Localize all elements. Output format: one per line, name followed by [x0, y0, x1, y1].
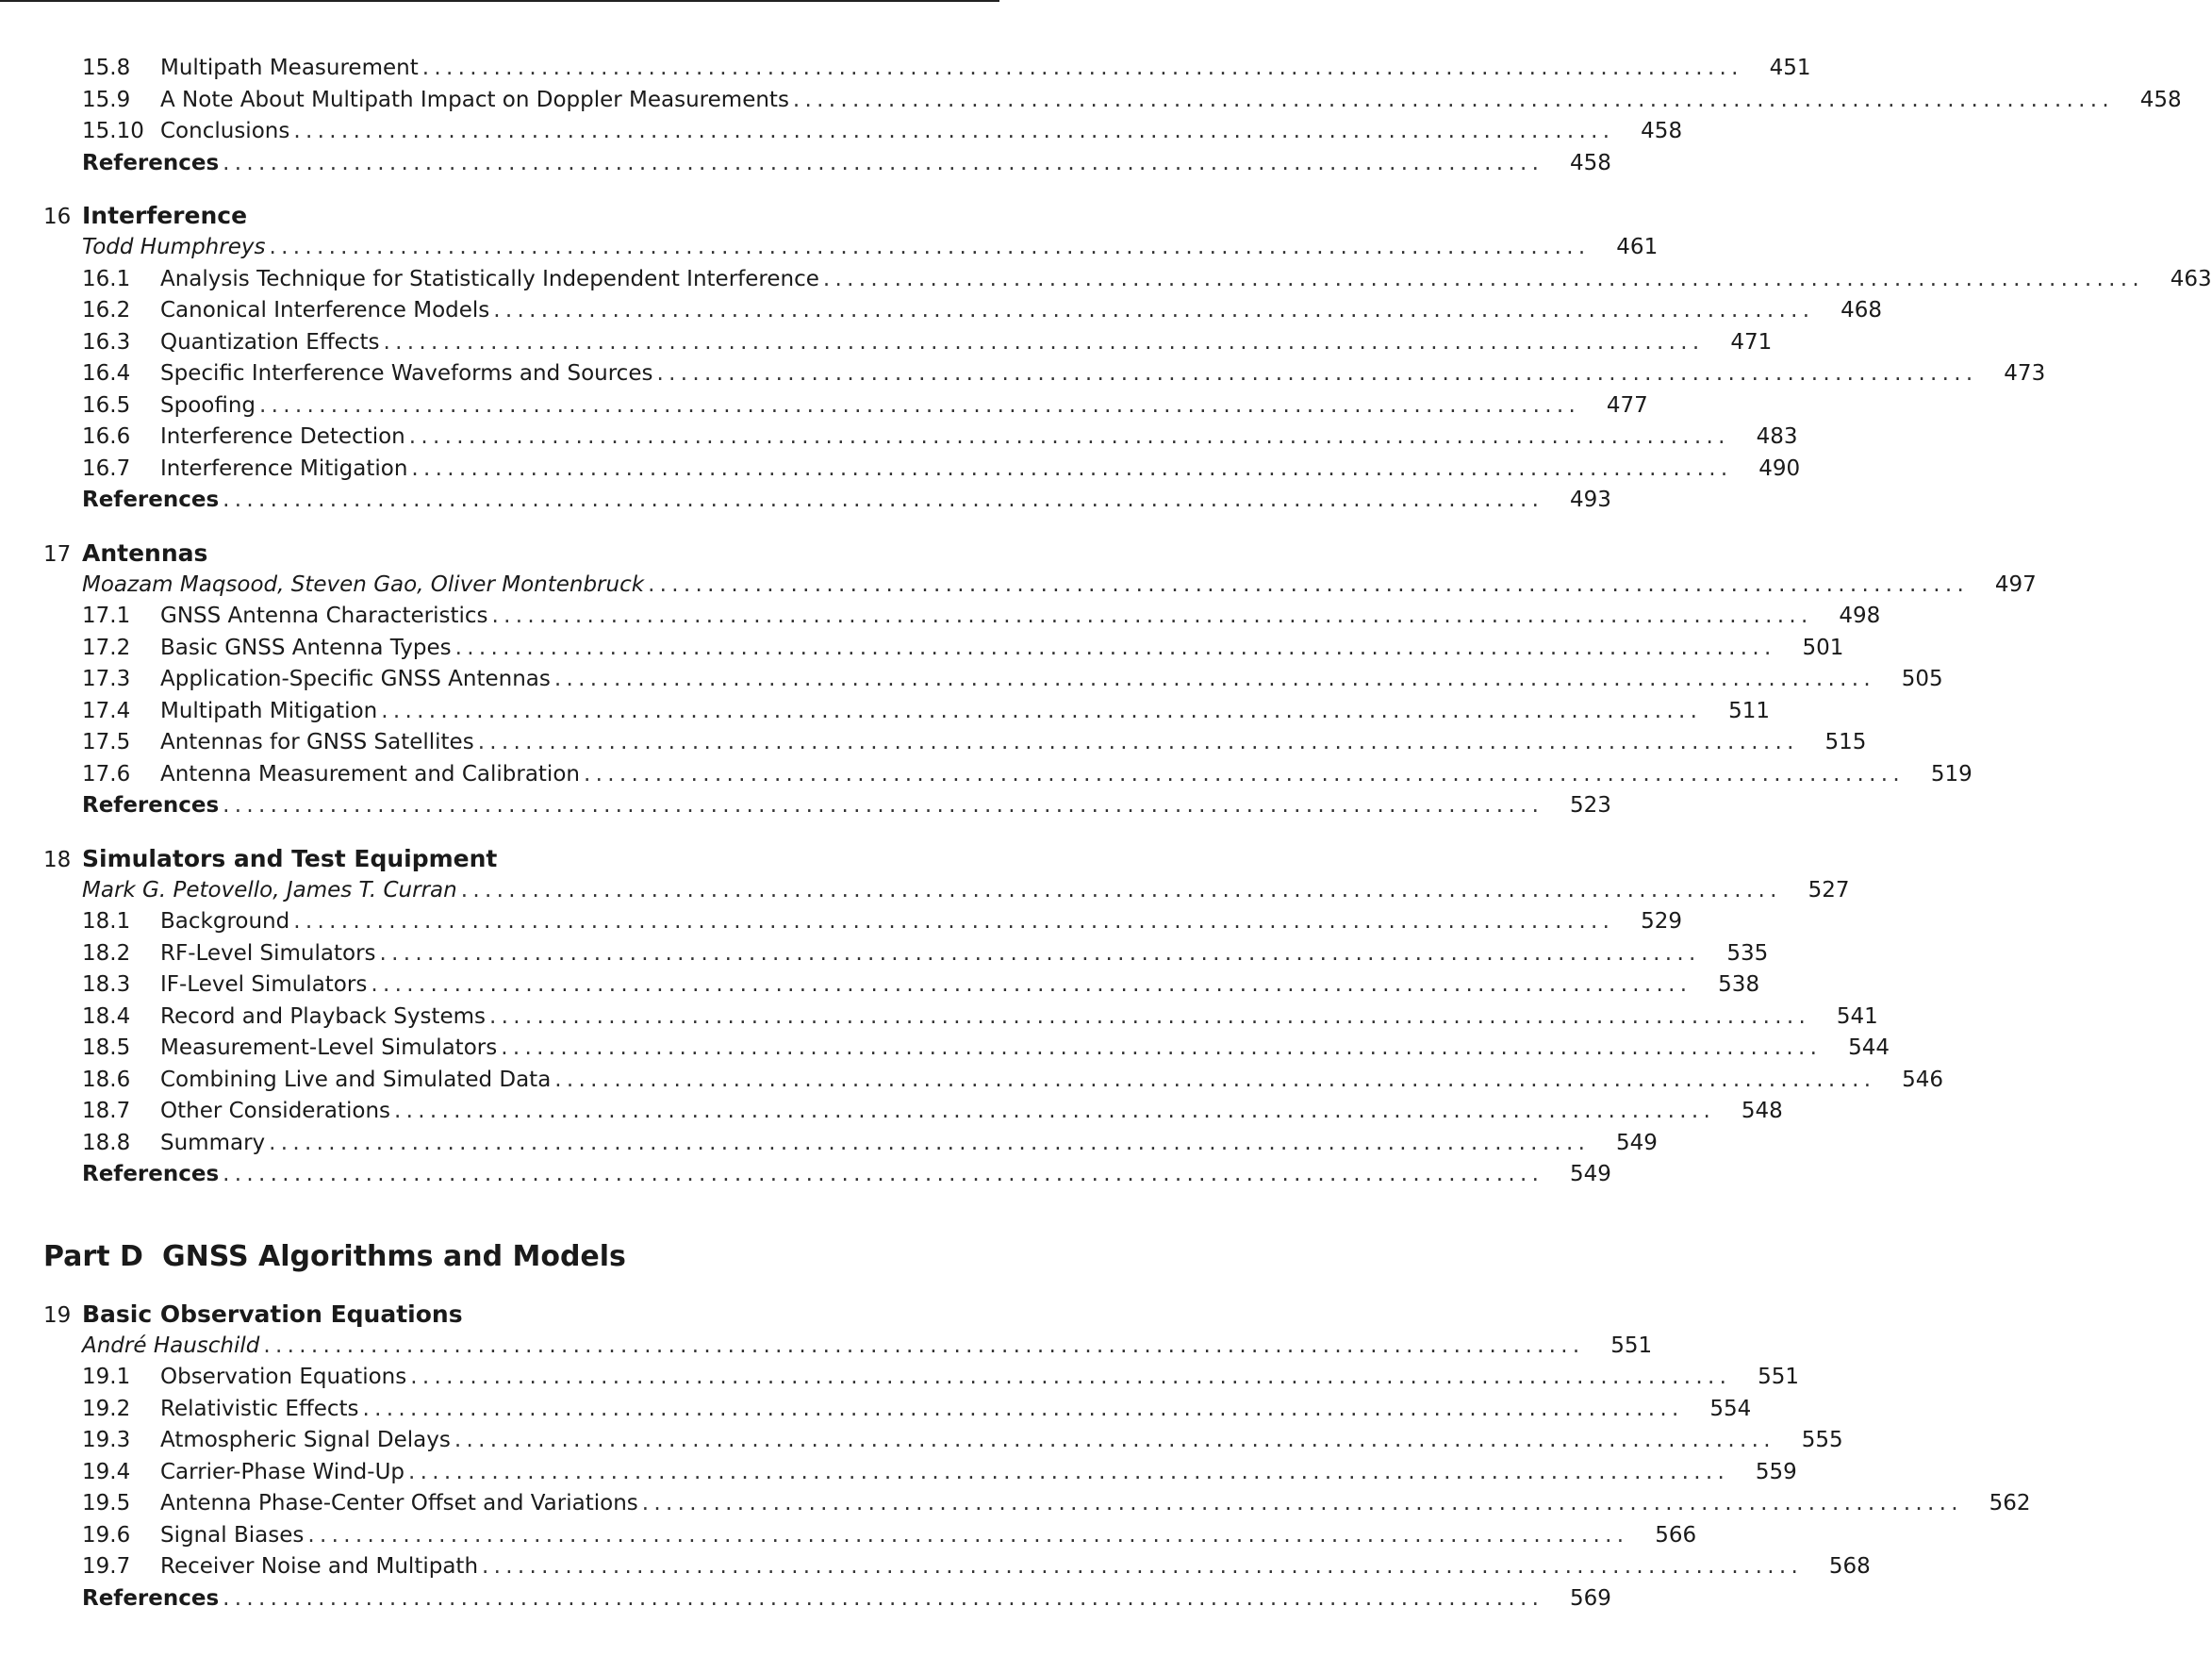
page-number: 458 [2139, 87, 2182, 112]
references-title: References [82, 1585, 220, 1611]
section-number: 17.1 [82, 604, 131, 628]
page-number: 566 [1655, 1522, 1697, 1548]
chapter-18 [43, 843, 1944, 1191]
dot-leader [409, 422, 1725, 454]
toc-entry [43, 1033, 1890, 1065]
dot-leader [648, 570, 1963, 602]
page-number: 541 [1836, 1003, 1878, 1029]
section-number: 19.4 [82, 1459, 131, 1484]
section-title: RF-Level Simulators [160, 940, 376, 966]
toc-entry [43, 969, 1760, 1002]
toc-entry [43, 1551, 1871, 1583]
dot-leader [410, 1362, 1725, 1394]
page-number: 501 [1802, 635, 1844, 660]
page-number: 505 [1901, 667, 1943, 691]
section-number: 19.6 [82, 1522, 131, 1548]
section-number: 18.3 [82, 972, 131, 997]
dot-leader [411, 454, 1726, 486]
page-number: 535 [1726, 940, 1769, 966]
toc-entry [43, 1096, 1783, 1128]
page-number: 468 [1841, 298, 1883, 323]
part-title: GNSS Algorithms and Models [162, 1239, 626, 1273]
toc-entry [43, 696, 1770, 728]
section-title: Multipath Measurement [160, 56, 419, 80]
section-number: 19.5 [82, 1491, 131, 1515]
page-number: 538 [1718, 972, 1760, 997]
dot-leader [263, 1331, 1578, 1363]
section-title: Quantization Effects [160, 329, 380, 355]
page-number: 529 [1641, 909, 1682, 934]
toc-entry [43, 1065, 1944, 1097]
section-number: 16.7 [82, 455, 131, 481]
references-title: References [82, 150, 220, 175]
chapter-number: 16 [43, 205, 72, 229]
section-title: Antenna Phase-Center Offset and Variations [160, 1491, 638, 1515]
section-number: 17.4 [82, 698, 131, 723]
page-number: 549 [1570, 1162, 1611, 1186]
toc-entry [43, 358, 2046, 390]
toc-entry [43, 390, 1648, 422]
dot-leader [584, 759, 1899, 791]
dot-leader [489, 1002, 1805, 1034]
page-number: 515 [1824, 730, 1867, 754]
page-number: 551 [1758, 1365, 1799, 1389]
section-number: 17.5 [82, 730, 131, 754]
toc-entry [43, 295, 1883, 327]
page-number: 568 [1828, 1554, 1871, 1579]
section-title: Interference Mitigation [160, 455, 408, 481]
toc-entry [43, 1362, 1799, 1394]
dot-leader [478, 727, 1793, 759]
toc-entry [43, 264, 2212, 296]
section-title: Carrier-Phase Wind-Up [160, 1459, 405, 1484]
toc-entry [43, 454, 1801, 486]
part-label: Part D [43, 1239, 143, 1273]
chapter-heading [43, 1299, 967, 1331]
chapter-heading [43, 200, 967, 232]
page-number: 451 [1769, 56, 1811, 80]
dot-leader [793, 85, 2108, 117]
references-entry [43, 1159, 1611, 1191]
section-title: GNSS Antenna Characteristics [160, 604, 488, 628]
section-title: Signal Biases [160, 1522, 305, 1548]
section-title: Background [160, 909, 290, 934]
section-number: 17.2 [82, 635, 131, 660]
section-title: Summary [160, 1130, 266, 1155]
dot-leader [455, 633, 1771, 665]
chapter-authors: Moazam Maqsood, Steven Gao, Oliver Montenbruck [82, 571, 645, 597]
chapter-heading [43, 538, 967, 570]
references-entry [43, 1583, 1611, 1615]
dot-leader [307, 1520, 1623, 1552]
page-number: 458 [1570, 150, 1611, 175]
page-number: 519 [1930, 761, 1973, 787]
dot-leader [293, 906, 1609, 938]
dot-leader [493, 295, 1808, 327]
dot-leader [380, 938, 1695, 970]
section-title: Analysis Technique for Statistically Independent Interference [160, 266, 819, 291]
section-number: 19.7 [82, 1554, 131, 1579]
page-number: 527 [1808, 877, 1850, 903]
section-title: Interference Detection [160, 424, 405, 449]
dot-leader [293, 116, 1609, 148]
section-number: 18.5 [82, 1035, 131, 1060]
chapter-19 [43, 1299, 2031, 1615]
chapter-title: Simulators and Test Equipment [82, 844, 498, 872]
toc-entry [43, 633, 1844, 665]
dot-leader [408, 1457, 1724, 1489]
chapter-title: Interference [82, 202, 248, 229]
chapter-authors: Todd Humphreys [82, 235, 266, 259]
top-rule [0, 0, 999, 2]
page-number: 548 [1741, 1099, 1783, 1123]
toc-entry [43, 601, 1881, 633]
section-title: IF-Level Simulators [160, 972, 368, 997]
section-number: 15.10 [82, 119, 144, 143]
dot-leader [383, 327, 1698, 359]
toc-entry [43, 116, 1683, 148]
chapter-15-continuation [43, 53, 2182, 179]
section-number: 18.2 [82, 940, 131, 966]
dot-leader [269, 232, 1584, 264]
page-number: 458 [1641, 119, 1683, 143]
chapter-number: 18 [43, 847, 72, 872]
section-number: 19.3 [82, 1428, 131, 1452]
chapter-title: Antennas [82, 538, 208, 567]
page-number: 544 [1848, 1035, 1890, 1060]
dot-leader [501, 1033, 1816, 1065]
toc-entry [43, 727, 1867, 759]
references-entry [43, 485, 1611, 517]
section-number: 16.6 [82, 424, 131, 449]
dot-leader [269, 1128, 1584, 1160]
section-number: 16.5 [82, 392, 131, 418]
toc-entry [43, 1425, 1843, 1457]
page-number: 483 [1756, 424, 1798, 449]
section-number: 15.8 [82, 56, 131, 80]
dot-leader [422, 53, 1738, 85]
section-title: Basic GNSS Antenna Types [160, 635, 452, 660]
page-number: 463 [2170, 266, 2212, 291]
section-title: A Note About Multipath Impact on Doppler Measurements [160, 87, 789, 112]
page-number: 511 [1728, 698, 1770, 723]
page-number: 498 [1839, 604, 1881, 628]
page-number: 490 [1758, 455, 1801, 481]
toc-entry [43, 1128, 1658, 1160]
section-number: 17.3 [82, 667, 131, 691]
section-number: 16.1 [82, 266, 131, 291]
section-title: Other Considerations [160, 1099, 391, 1123]
toc-entry [43, 1394, 1752, 1426]
author-entry [43, 232, 1659, 264]
page-number: 493 [1570, 488, 1611, 512]
section-number: 16.4 [82, 361, 131, 386]
toc-entry [43, 327, 1773, 359]
dot-leader [381, 696, 1696, 728]
section-title: Spoofing [160, 392, 256, 418]
toc-entry [43, 53, 1811, 85]
section-title: Antenna Measurement and Calibration [160, 761, 580, 787]
section-number: 16.3 [82, 329, 131, 355]
page-number: 497 [1994, 571, 2037, 597]
chapter-17 [43, 538, 2037, 822]
author-entry [43, 1331, 1653, 1363]
page-number: 523 [1570, 793, 1611, 818]
toc-entry [43, 759, 1973, 791]
toc-entry [43, 1457, 1797, 1489]
toc-entry [43, 906, 1682, 938]
section-title: Record and Playback Systems [160, 1003, 487, 1029]
section-title: Atmospheric Signal Delays [160, 1428, 451, 1452]
toc-entry [43, 938, 1769, 970]
section-title: Conclusions [160, 119, 290, 143]
dot-leader [223, 485, 1538, 517]
part-heading [43, 1236, 967, 1278]
page-number: 471 [1730, 329, 1773, 355]
dot-leader [554, 1065, 1870, 1097]
references-entry [43, 148, 1611, 180]
section-number: 17.6 [82, 761, 131, 787]
page-number: 555 [1801, 1428, 1843, 1452]
section-title: Receiver Noise and Multipath [160, 1554, 479, 1579]
section-number: 15.9 [82, 87, 131, 112]
dot-leader [454, 1425, 1770, 1457]
chapter-authors: Mark G. Petovello, James T. Curran [82, 877, 457, 903]
references-title: References [82, 1162, 220, 1186]
dot-leader [642, 1488, 1957, 1520]
chapter-heading [43, 843, 967, 875]
dot-leader [223, 148, 1538, 180]
chapter-number: 17 [43, 541, 72, 567]
chapter-16 [43, 200, 2212, 517]
page-number: 562 [1989, 1491, 2031, 1515]
dot-leader [492, 601, 1808, 633]
chapter-title: Basic Observation Equations [82, 1300, 463, 1328]
dot-leader [259, 390, 1575, 422]
author-entry [43, 570, 2037, 602]
page-number: 546 [1902, 1067, 1944, 1092]
section-number: 19.1 [82, 1365, 131, 1389]
dot-leader [656, 358, 1972, 390]
references-title: References [82, 793, 220, 818]
page-number: 461 [1616, 235, 1659, 259]
toc-entry [43, 1002, 1878, 1034]
page-number: 473 [2004, 361, 2046, 386]
section-title: Measurement-Level Simulators [160, 1035, 498, 1060]
section-title: Specific Interference Waveforms and Sources [160, 361, 653, 386]
section-title: Antennas for GNSS Satellites [160, 730, 474, 754]
references-entry [43, 790, 1611, 822]
dot-leader [554, 664, 1870, 696]
section-title: Combining Live and Simulated Data [160, 1067, 552, 1092]
chapter-authors: André Hauschild [82, 1333, 260, 1358]
section-number: 18.6 [82, 1067, 131, 1092]
toc-entry [43, 422, 1798, 454]
dot-leader [223, 790, 1538, 822]
page-number: 477 [1606, 392, 1648, 418]
page-number: 569 [1570, 1585, 1611, 1611]
section-title: Multipath Mitigation [160, 698, 378, 723]
toc-entry [43, 664, 1943, 696]
toc-entry [43, 85, 2182, 117]
section-number: 16.2 [82, 298, 131, 323]
page-number: 554 [1709, 1396, 1752, 1421]
toc-entry [43, 1520, 1697, 1552]
page-number: 551 [1610, 1333, 1653, 1358]
toc-entry [43, 1488, 2031, 1520]
dot-leader [371, 969, 1686, 1002]
references-title: References [82, 488, 220, 512]
section-title: Application-Specific GNSS Antennas [160, 667, 551, 691]
section-number: 19.2 [82, 1396, 131, 1421]
dot-leader [823, 264, 2138, 296]
dot-leader [223, 1159, 1538, 1191]
section-title: Observation Equations [160, 1365, 407, 1389]
dot-leader [223, 1583, 1538, 1615]
page-number: 559 [1755, 1459, 1797, 1484]
section-title: Canonical Interference Models [160, 298, 490, 323]
section-title: Relativistic Effects [160, 1396, 359, 1421]
section-number: 18.1 [82, 909, 131, 934]
section-number: 18.4 [82, 1003, 131, 1029]
section-number: 18.7 [82, 1099, 131, 1123]
chapter-number: 19 [43, 1302, 72, 1328]
dot-leader [394, 1096, 1709, 1128]
dot-leader [461, 875, 1776, 907]
page-number: 549 [1616, 1130, 1658, 1155]
dot-leader [363, 1394, 1678, 1426]
dot-leader [482, 1551, 1797, 1583]
section-number: 18.8 [82, 1130, 131, 1155]
author-entry [43, 875, 1850, 907]
toc-page [43, 53, 2212, 1615]
